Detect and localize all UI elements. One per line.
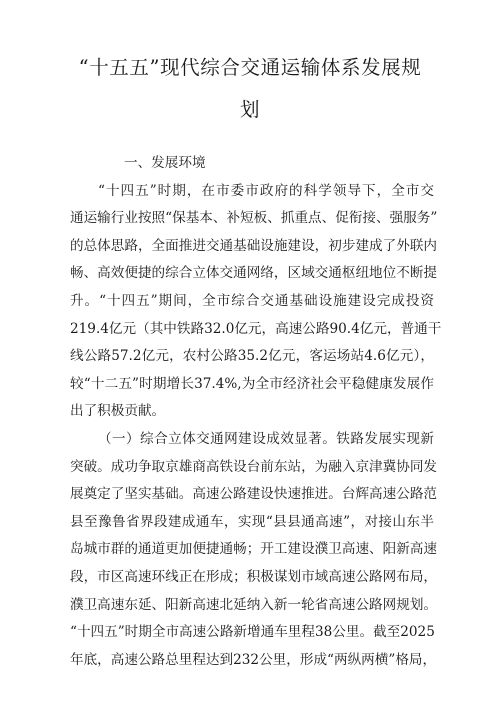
paragraph-line: 较“十二五”时期增长37.4%,为全市经济社会平稳健康发展作 <box>70 375 434 392</box>
paragraph-line: 突破。成功争取京雄商高铁设台前东站，为融入京津冀协同发 <box>70 458 438 475</box>
paragraph-line: 通运输行业按照“保基本、补短板、抓重点、促衔接、强服务” <box>70 210 438 227</box>
document-title-line-1: “十五五”现代综合交通运输体系发展规 <box>78 56 422 79</box>
paragraph-line: 219.4亿元（其中铁路32.0亿元，高速公路90.4亿元，普通干 <box>70 320 442 337</box>
section-heading: 一、发展环境 <box>124 155 206 171</box>
paragraph-line: 的总体思路，全面推进交通基础设施建设，初步建成了外联内 <box>70 237 438 254</box>
paragraph-line: 线公路57.2亿元，农村公路35.2亿元，客运场站4.6亿元）， <box>70 348 434 365</box>
paragraph-line: 升。“十四五”期间，全市综合交通基础设施建设完成投资 <box>70 292 434 309</box>
paragraph-line: “十四五”时期，在市委市政府的科学领导下，全市交 <box>98 182 434 199</box>
paragraph-line: 县至豫鲁省界段建成通车，实现“县县通高速”，对接山东半 <box>70 513 434 530</box>
paragraph-line: 段，市区高速环线正在形成；积极谋划市域高速公路网布局， <box>70 568 438 585</box>
subsection-line: （一）综合立体交通网建设成效显著。铁路发展实现新 <box>98 430 434 447</box>
paragraph-line: 濮卫高速东延、阳新高速北延纳入新一轮省高速公路网规划。 <box>70 596 438 613</box>
paragraph-line: 畅、高效便捷的综合立体交通网络，区域交通枢纽地位不断提 <box>70 265 438 282</box>
paragraph-line: 年底，高速公路总里程达到232公里，形成“两纵两横”格局， <box>70 651 437 668</box>
paragraph-line: “十四五”时期全市高速公路新增通车里程38公里。截至2025 <box>70 624 435 641</box>
paragraph-line: 展奠定了坚实基础。高速公路建设快速推进。台辉高速公路范 <box>70 486 438 503</box>
document-title-line-2: 划 <box>239 98 261 121</box>
document-body <box>70 150 442 674</box>
paragraph-line: 出了积极贡献。 <box>70 403 166 420</box>
paragraph-line: 岛城市群的通道更加便捷通畅；开工建设濮卫高速、阳新高速 <box>70 541 438 558</box>
